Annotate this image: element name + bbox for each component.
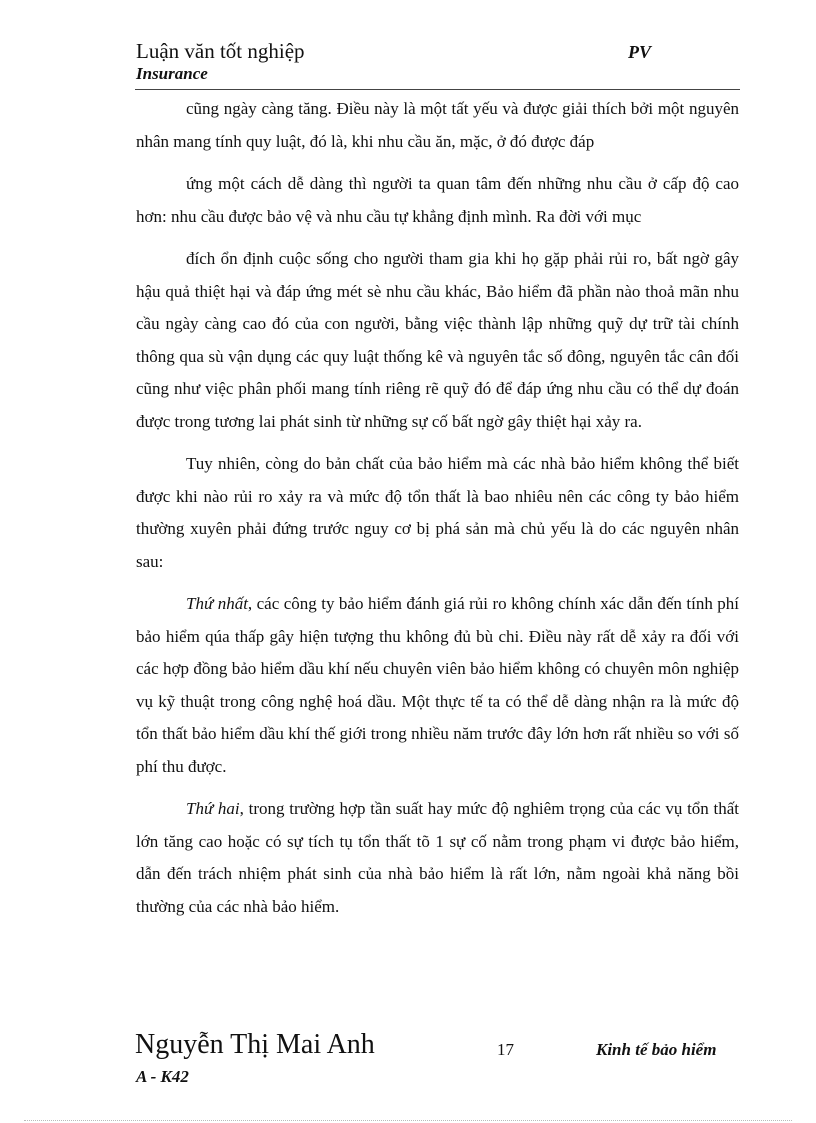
paragraph-text: , các công ty bảo hiểm đánh giá rủi ro không chính xác dẫn đến tính phí bảo hiểm qúa thấp gây hiện tượng thu không đủ bù chi. Điều này rất dễ xảy ra đối với các hợp đồng bảo hiểm dầu khí nếu chuyên viên bảo hiểm không có chuyên môn nghiệp vụ kỹ thuật trong công nghệ hoá dầu. Một thực tế ta có thể dễ dàng nhận ra là mức độ tổn thất bảo hiểm dầu khí thế giới trong nhiều năm trước đây lớn hơn rất nhiều so với số phí thu được. — [136, 594, 740, 776]
paragraph-text: , trong trường hợp tần suất hay mức độ nghiêm trọng của các vụ tổn thất lớn tăng cao hoặc có sự tích tụ tổn thất tõ 1 sự cố nằm trong phạm vi được bảo hiểm, dẫn đến trách nhiệm phát sinh của nhà bảo hiểm là rất lớn, nằm ngoài khả năng bồi thường của các nhà bảo hiểm. — [136, 799, 740, 916]
paragraph-lead: Thứ hai — [186, 799, 240, 818]
paragraph — [136, 588, 739, 783]
author-name: Nguyễn Thị Mai Anh — [135, 1029, 375, 1060]
paragraph-text: đích ổn định cuộc sống cho người tham gia khi họ gặp phải rủi ro, bất ngờ gây hậu quả thiệt hại và đáp ứng mét sè nhu cầu khác, Bảo hiểm đã phần nào thoả mãn nhu cầu ngày càng cao đó của con người, bằng việc thành lập những quỹ dự trữ tài chính thông qua sù vận dụng các quy luật thống kê và nguyên tắc số đông, nguyên tắc cân đối cũng như việc phân phối mang tính riêng rẽ quỹ đó để đáp ứng nhu cầu có thể dự đoán được trong tương lai phát sinh từ những sự cố bất ngờ gây thiệt hại xảy ra. — [136, 249, 739, 431]
header-initials: PV — [628, 42, 652, 62]
header-divider — [135, 89, 740, 90]
paragraph — [136, 448, 739, 578]
paragraph — [136, 93, 739, 158]
department-name: Kinh tế bảo hiểm — [596, 1040, 717, 1059]
paragraph-text: ứng một cách dễ dàng thì người ta quan tâm đến những nhu cầu ở cấp độ cao hơn: nhu cầu được bảo vệ và nhu cầu tự khẳng định mình. Ra đời với mục — [136, 174, 739, 226]
thesis-title: Luận văn tốt nghiệp — [136, 39, 305, 63]
paragraph — [136, 168, 739, 233]
document-body — [136, 93, 739, 933]
paragraph-text: Tuy nhiên, còng do bản chất của bảo hiểm mà các nhà bảo hiểm không thể biết được khi nào rủi ro xảy ra và mức độ tổn thất là bao nhiêu nên các công ty bảo hiểm thường xuyên phải đứng trước nguy cơ bị phá sản mà chủ yếu là do các nguyên nhân sau: — [136, 454, 739, 571]
header-subtitle: Insurance — [136, 64, 208, 83]
paragraph-text: cũng ngày càng tăng. Điều này là một tất yếu và được giải thích bởi một nguyên nhân mang tính quy luật, đó là, khi nhu cầu ăn, mặc, ở đó được đáp — [136, 99, 739, 151]
page-header — [136, 38, 305, 84]
page-number: 17 — [497, 1040, 514, 1059]
class-code: A - K42 — [136, 1067, 189, 1086]
paragraph — [136, 793, 739, 923]
paragraph — [136, 243, 739, 438]
paragraph-lead: Thứ nhất — [186, 594, 248, 613]
page-edge — [24, 1120, 792, 1121]
